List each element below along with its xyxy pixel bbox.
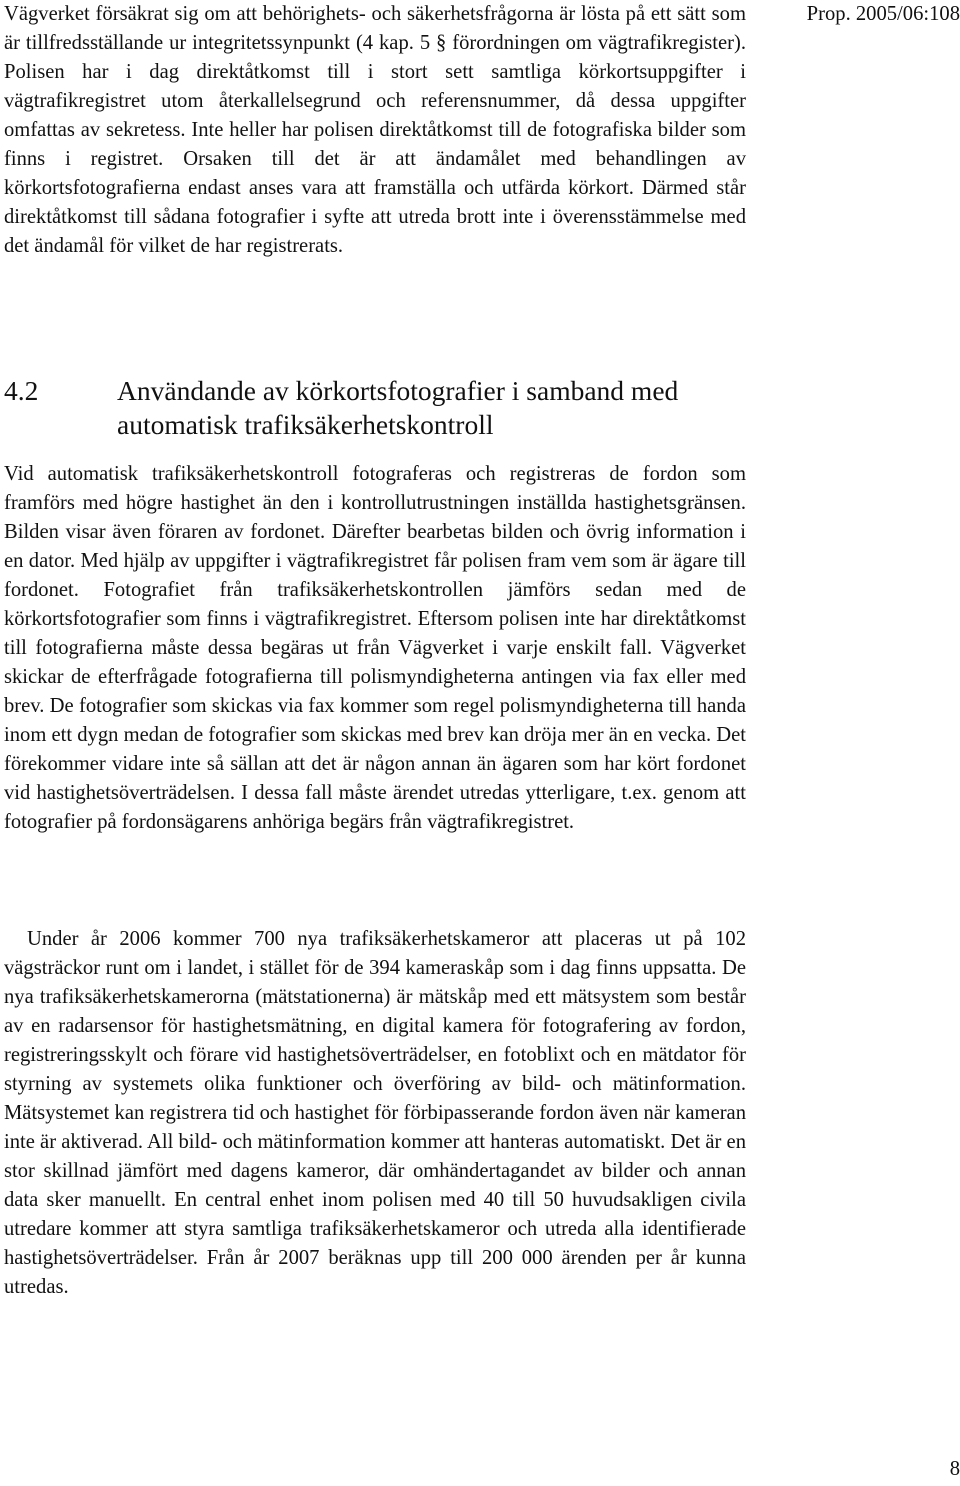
section-heading: [4, 374, 746, 442]
paragraph-new-cameras: Under år 2006 kommer 700 nya trafiksäkerhetskameror att placeras ut på 102 vägsträckor runt om i landet, i stället för de 394 kameraskåp som i dag finns uppsatta. De nya trafiksäkerhetskamerorna (mätstationerna) är mätskåp med ett mätsystem som består av en radarsensor för hastighetsmätning, en digital kamera för fotografering av fordon, registreringsskylt och förare vid hastighetsöverträdelser, en fotoblixt och en mätdator för styrning av systemets olika funktioner och överföring av bild- och mätinformation. Mätsystemet kan registrera tid och hastighet för förbipasserande fordon även när kameran inte är aktiverad. All bild- och mätinformation kommer att hanteras automatiskt. Det är en stor skillnad jämfört med dagens kameror, där omhändertagandet av bilder och annan data sker manuellt. En central enhet inom polisen med 40 till 50 huvudsakligen civila utredare kommer att styra samtliga trafiksäkerhetskameror och utreda alla identifierade hastighetsöverträdelser. Från år 2007 beräknas upp till 200 000 ärenden per år kunna utredas.: [4, 928, 746, 1298]
proposition-reference: Prop. 2005/06:108: [806, 3, 960, 25]
paragraph-automatic-control: Vid automatisk trafiksäkerhetskontroll fotograferas och registreras de fordon som framförs med högre hastighet än den i kontrollutrustningen inställda hastighetsgränsen. Bilden visar även föraren av fordonet. Därefter bearbetas bilden och övrig information i en dator. Med hjälp av uppgifter i vägtrafikregistret får polisen fram vem som är ägare till fordonet. Fotografiet från trafiksäkerhetskontrollen jämförs sedan med de körkortsfotografier som finns i vägtrafikregistret. Eftersom polisen inte har direktåtkomst till fotografierna måste dessa begäras ut från Vägverket i varje enskilt fall. Vägverket skickar de efterfrågade fotografierna till polismyndigheterna antingen via fax eller med brev. De fotografier som skickas via fax kommer som regel polismyndigheterna till handa inom ett dygn medan de fotografier som skickas med brev kan dröja mer än en vecka. Det förekommer vidare inte så sällan att det är någon annan än ägaren som har kört fordonet vid hastighetsöverträdelsen. I dessa fall måste ärendet utredas ytterligare, t.ex. genom att fotografier på fordonsägarens anhöriga begärs från vägtrafikregistret.: [4, 463, 746, 833]
section-number: 4.2: [4, 375, 39, 406]
section-title: Användande av körkortsfotografier i samband med automatisk trafiksäkerhetskontroll: [117, 375, 679, 440]
paragraph-intro: Vägverket försäkrat sig om att behörighets- och säkerhetsfrågorna är lösta på ett sätt som är tillfredsställande ur integritetssynpunkt (4 kap. 5 § förordningen om vägtrafikregister). Polisen har i dag direktåtkomst till i stort sett samtliga körkortsuppgifter i vägtrafikregistret utom återkallelsegrund och referensnummer, då dessa uppgifter omfattas av sekretess. Inte heller har polisen direktåtkomst till de fotografiska bilder som finns i registret. Orsaken till det är att ändamålet med behandlingen av körkortsfotografierna endast anses vara att framställa och utfärda körkort. Därmed står direktåtkomst till sådana fotografier i syfte att utreda brott inte i överensstämmelse med det ändamål för vilket de har registrerats.: [4, 3, 746, 257]
page-number: 8: [949, 1458, 960, 1480]
